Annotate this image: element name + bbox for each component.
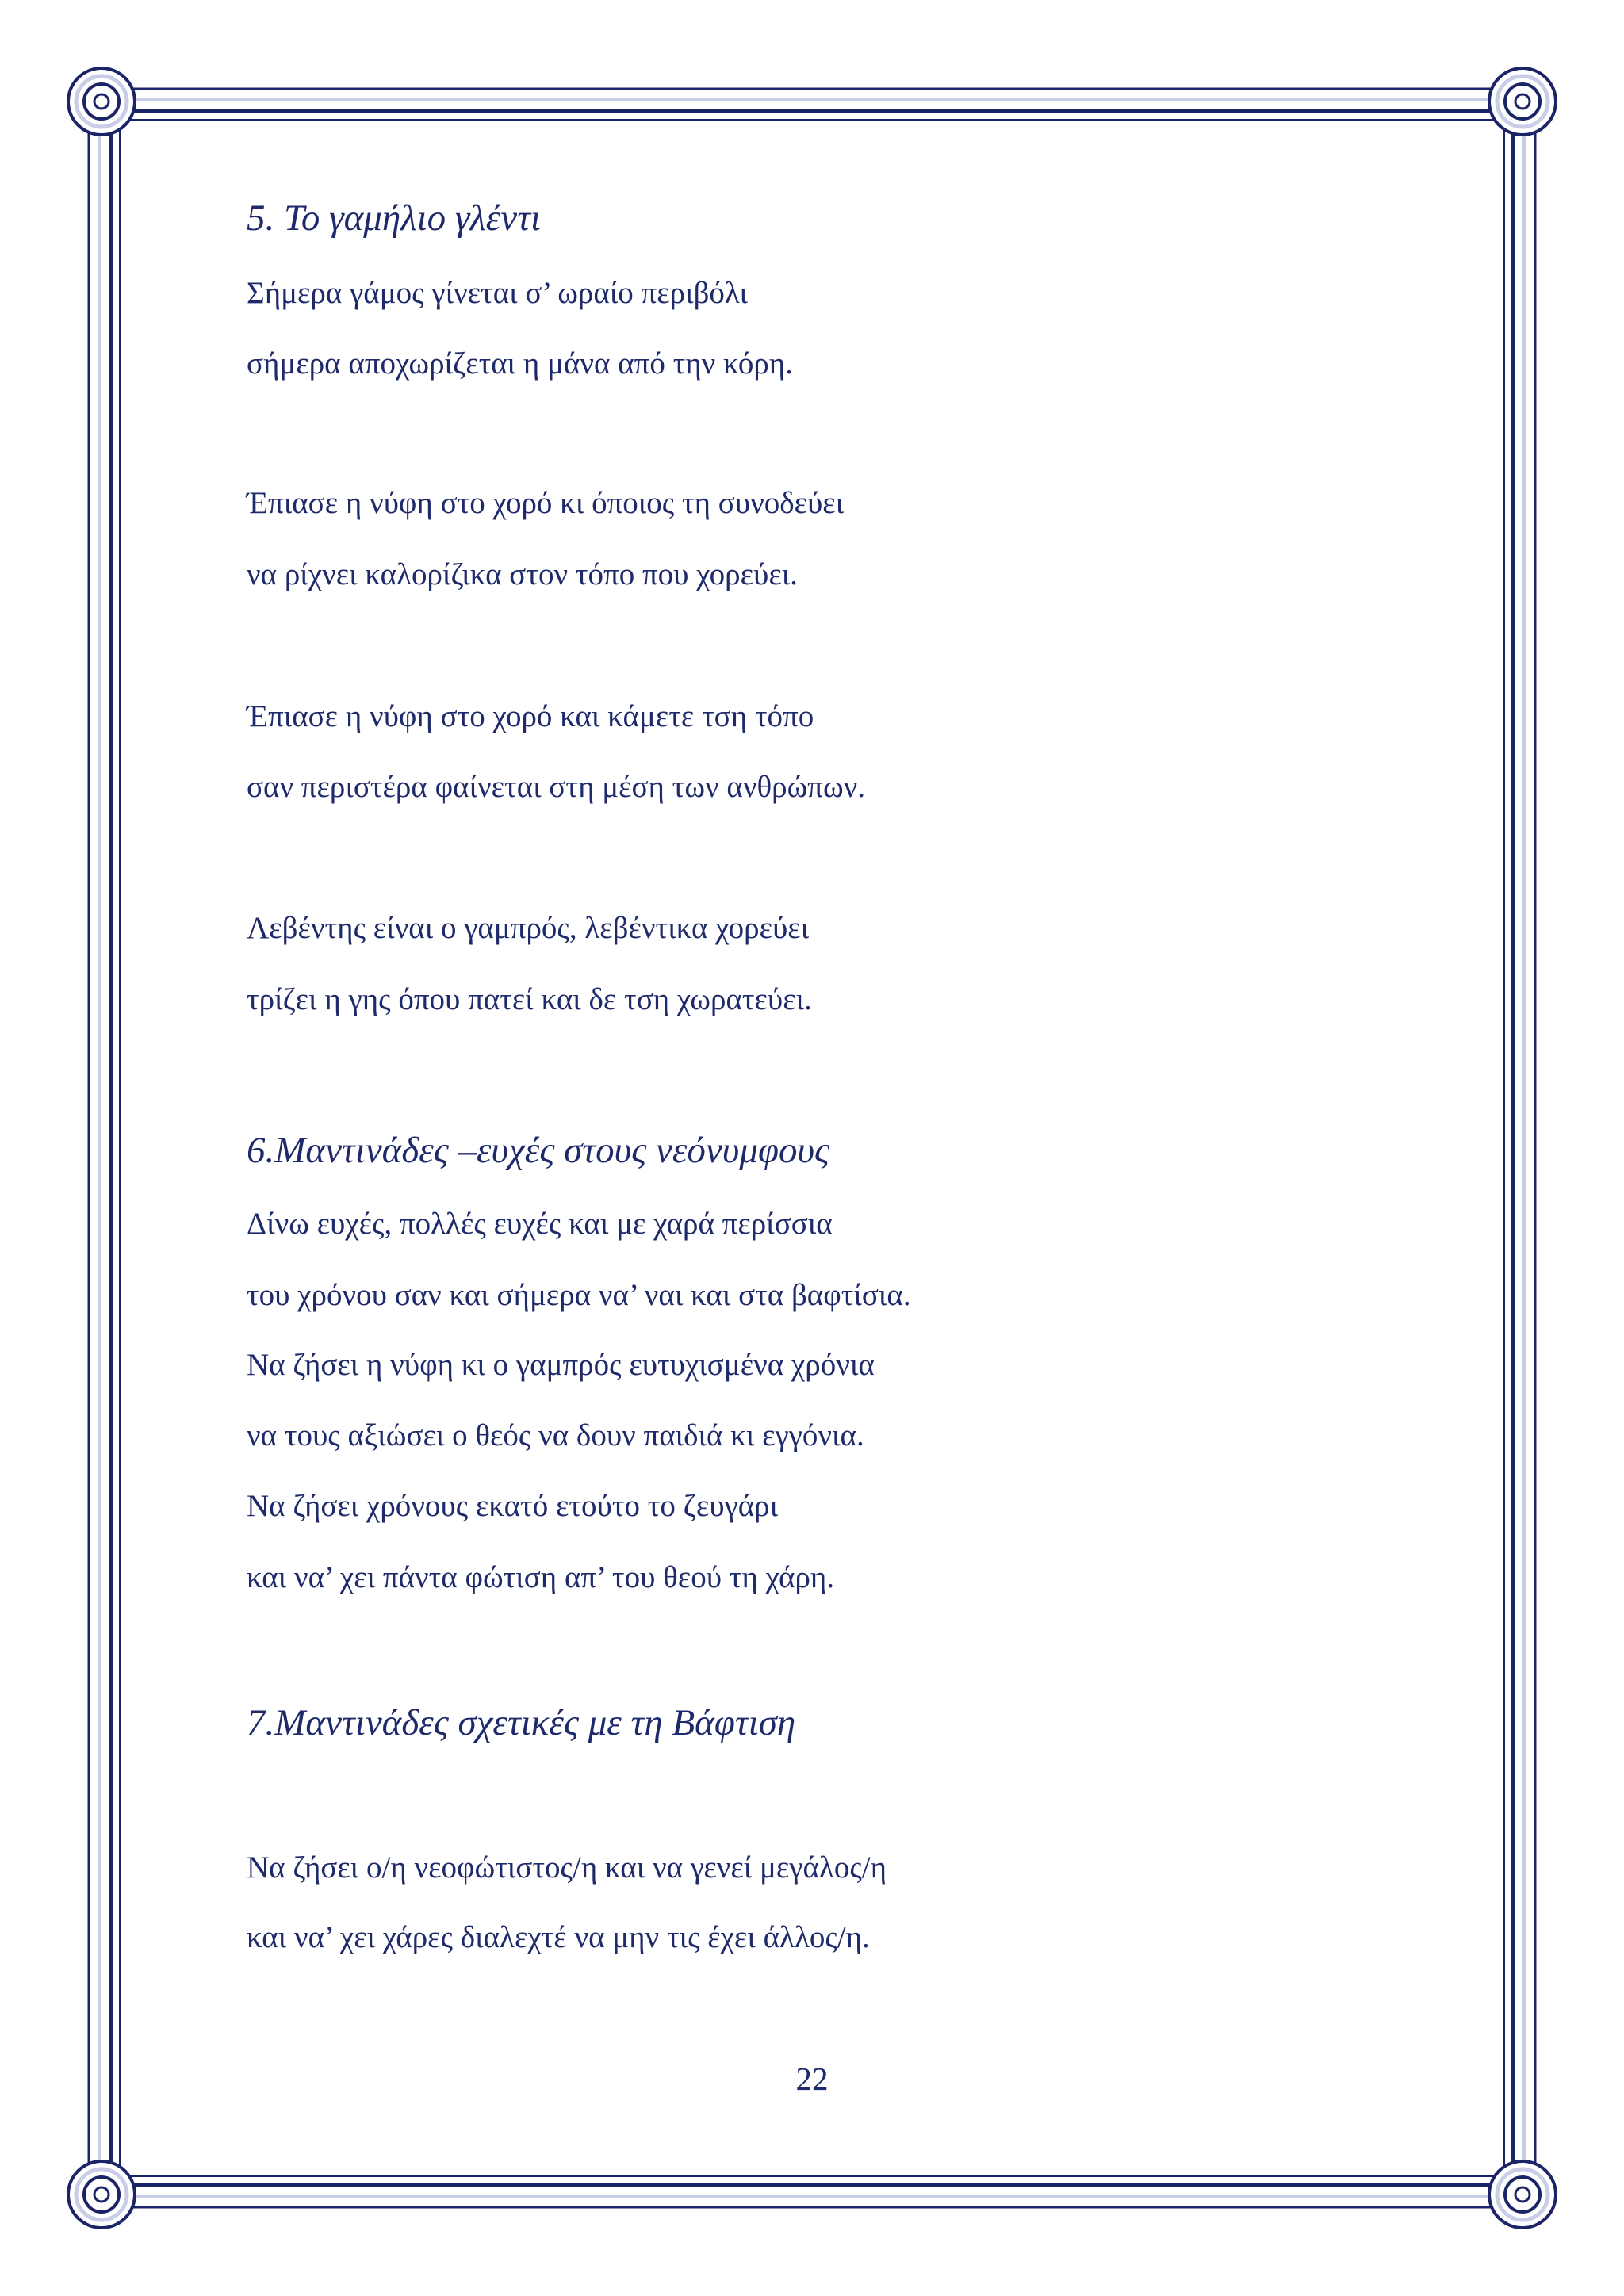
section-6-heading: 6.Μαντινάδες –ευχές στους νεόνυμφους (247, 1130, 830, 1171)
verse-line: και να’ χει πάντα φώτιση απ’ του θεού τη χάρη. (247, 1560, 835, 1594)
verse-line: σήμερα αποχωρίζεται η μάνα από την κόρη. (247, 346, 793, 381)
verse-line: τρίζει η γης όπου πατεί και δε τση χωρατεύει. (247, 982, 812, 1016)
verse-line: Να ζήσει η νύφη κι ο γαμπρός ευτυχισμένα χρόνια (247, 1348, 875, 1382)
verse-line: Να ζήσει χρόνους εκατό ετούτο το ζευγάρι (247, 1489, 779, 1523)
verse-line: Έπιασε η νύφη στο χορό κι όποιος τη συνοδεύει (247, 486, 845, 520)
verse-line: Δίνω ευχές, πολλές ευχές και με χαρά περίσσια (247, 1207, 833, 1241)
section-5-heading: 5. Το γαμήλιο γλέντι (247, 197, 542, 239)
verse-line: Λεβέντης είναι ο γαμπρός, λεβέντικα χορεύει (247, 911, 810, 945)
verse-line: Να ζήσει ο/η νεοφώτιστος/η και να γενεί μεγάλος/η (247, 1850, 887, 1885)
verse-line: να ρίχνει καλορίζικα στον τόπο που χορεύει. (247, 557, 798, 591)
section-7-heading: 7.Μαντινάδες σχετικές με τη Βάφτιση (247, 1702, 796, 1743)
verse-line: σαν περιστέρα φαίνεται στη μέση των ανθρώπων. (247, 770, 866, 804)
verse-line: του χρόνου σαν και σήμερα να’ ναι και στα βαφτίσια. (247, 1278, 911, 1312)
verse-line: Έπιασε η νύφη στο χορό και κάμετε τση τόπο (247, 699, 814, 733)
verse-line: να τους αξιώσει ο θεός να δουν παιδιά κι εγγόνια. (247, 1418, 864, 1452)
verse-line: Σήμερα γάμος γίνεται σ’ ωραίο περιβόλι (247, 276, 748, 310)
verse-line: και να’ χει χάρες διαλεχτέ να μην τις έχει άλλος/η. (247, 1920, 870, 1954)
page-number: 22 (795, 2061, 829, 2097)
